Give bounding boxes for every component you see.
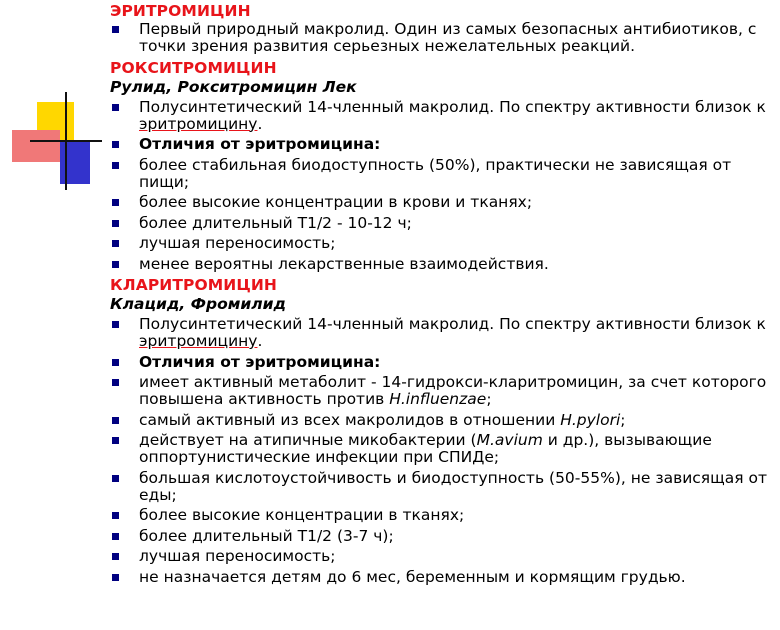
item-text: и др.), вызывающие оппортунистические инфекции при СПИДе; bbox=[139, 431, 712, 466]
trade-names: Клацид, Фромилид bbox=[110, 295, 287, 313]
decorative-corner-graphic bbox=[0, 0, 110, 200]
square-bullet-icon bbox=[112, 533, 119, 540]
item-text: самый активный из всех макролидов в отношении bbox=[139, 410, 561, 429]
square-bullet-icon bbox=[112, 240, 119, 247]
item-text: имеет активный метаболит - 14-гидрокси-кларитромицин, за счет которого повышена активность против bbox=[139, 373, 767, 408]
list-item bbox=[110, 569, 775, 586]
list-item bbox=[110, 21, 775, 55]
item-text: более высокие концентрации в тканях; bbox=[139, 506, 465, 524]
section-heading: КЛАРИТРОМИЦИН bbox=[110, 276, 278, 294]
square-bullet-icon bbox=[112, 162, 119, 169]
list-item bbox=[110, 215, 775, 232]
bullet-list bbox=[110, 99, 775, 273]
item-text: более высокие концентрации в крови и тканях; bbox=[139, 193, 533, 211]
section-heading: ЭРИТРОМИЦИН bbox=[110, 2, 251, 20]
item-text: действует на атипичные микобактерии ( bbox=[139, 431, 477, 449]
square-bullet-icon bbox=[112, 199, 119, 206]
list-item bbox=[110, 528, 775, 545]
erythromycin-link[interactable]: эритромицину bbox=[139, 114, 258, 133]
item-text: ; bbox=[486, 390, 492, 408]
list-item bbox=[110, 157, 775, 191]
square-bullet-icon bbox=[112, 553, 119, 560]
square-bullet-icon bbox=[112, 475, 119, 482]
list-item bbox=[110, 256, 775, 273]
square-bullet-icon bbox=[112, 220, 119, 227]
document-body bbox=[110, 2, 775, 589]
item-italic-text: M.avium bbox=[476, 431, 543, 449]
square-bullet-icon bbox=[112, 141, 119, 148]
square-bullet-icon bbox=[112, 512, 119, 519]
item-text: . bbox=[257, 332, 263, 350]
list-item bbox=[110, 136, 775, 153]
list-item bbox=[110, 354, 775, 371]
list-item bbox=[110, 470, 775, 504]
list-item bbox=[110, 99, 775, 133]
red-square bbox=[12, 130, 60, 162]
section bbox=[110, 276, 775, 586]
item-text: Первый природный макролид. Один из самых безопасных антибиотиков, с точки зрения развития серьезных нежелательных реакций. bbox=[139, 20, 757, 55]
square-bullet-icon bbox=[112, 321, 119, 328]
square-bullet-icon bbox=[112, 359, 119, 366]
item-text: Полусинтетический 14-членный макролид. По спектру активности близок к bbox=[139, 315, 766, 333]
item-text: лучшая переносимость; bbox=[139, 547, 336, 565]
item-text: лучшая переносимость; bbox=[139, 234, 336, 252]
list-item bbox=[110, 507, 775, 524]
item-text: не назначается детям до 6 мес, беременным и кормящим грудью. bbox=[139, 567, 686, 586]
bullet-list bbox=[110, 316, 775, 586]
section bbox=[110, 59, 775, 273]
item-italic-text: H.pylori bbox=[560, 410, 621, 429]
trade-names: Рулид, Рокситромицин Лек bbox=[110, 77, 357, 96]
item-text: более длительный T1/2 - 10-12 ч; bbox=[139, 213, 412, 232]
horizontal-line bbox=[30, 140, 102, 142]
item-text: более длительный T1/2 (3-7 ч); bbox=[139, 526, 394, 545]
square-bullet-icon bbox=[112, 437, 119, 444]
item-italic-text: H.influenzae bbox=[389, 390, 487, 408]
square-bullet-icon bbox=[112, 26, 119, 33]
list-item bbox=[110, 194, 775, 211]
item-text: . bbox=[257, 114, 263, 133]
square-bullet-icon bbox=[112, 104, 119, 111]
list-item bbox=[110, 374, 775, 408]
square-bullet-icon bbox=[112, 261, 119, 268]
section bbox=[110, 2, 775, 55]
section-heading: РОКСИТРОМИЦИН bbox=[110, 58, 277, 77]
list-item bbox=[110, 412, 775, 429]
erythromycin-link[interactable]: эритромицину bbox=[139, 332, 258, 350]
item-bold-text: Отличия от эритромицина: bbox=[139, 352, 381, 371]
square-bullet-icon bbox=[112, 379, 119, 386]
item-text: большая кислотоустойчивость и биодоступность (50-55%), не зависящая от еды; bbox=[139, 468, 767, 504]
item-text: Полусинтетический 14-членный макролид. По спектру активности близок к bbox=[139, 97, 766, 116]
bullet-list bbox=[110, 21, 775, 55]
item-text: более стабильная биодоступность (50%), практически не зависящая от пищи; bbox=[139, 155, 732, 191]
list-item bbox=[110, 316, 775, 350]
item-text: менее вероятны лекарственные взаимодействия. bbox=[139, 254, 549, 273]
square-bullet-icon bbox=[112, 417, 119, 424]
item-text: ; bbox=[620, 410, 626, 429]
list-item bbox=[110, 432, 775, 466]
square-bullet-icon bbox=[112, 574, 119, 581]
list-item bbox=[110, 548, 775, 565]
list-item bbox=[110, 235, 775, 252]
item-bold-text: Отличия от эритромицина: bbox=[139, 135, 381, 153]
